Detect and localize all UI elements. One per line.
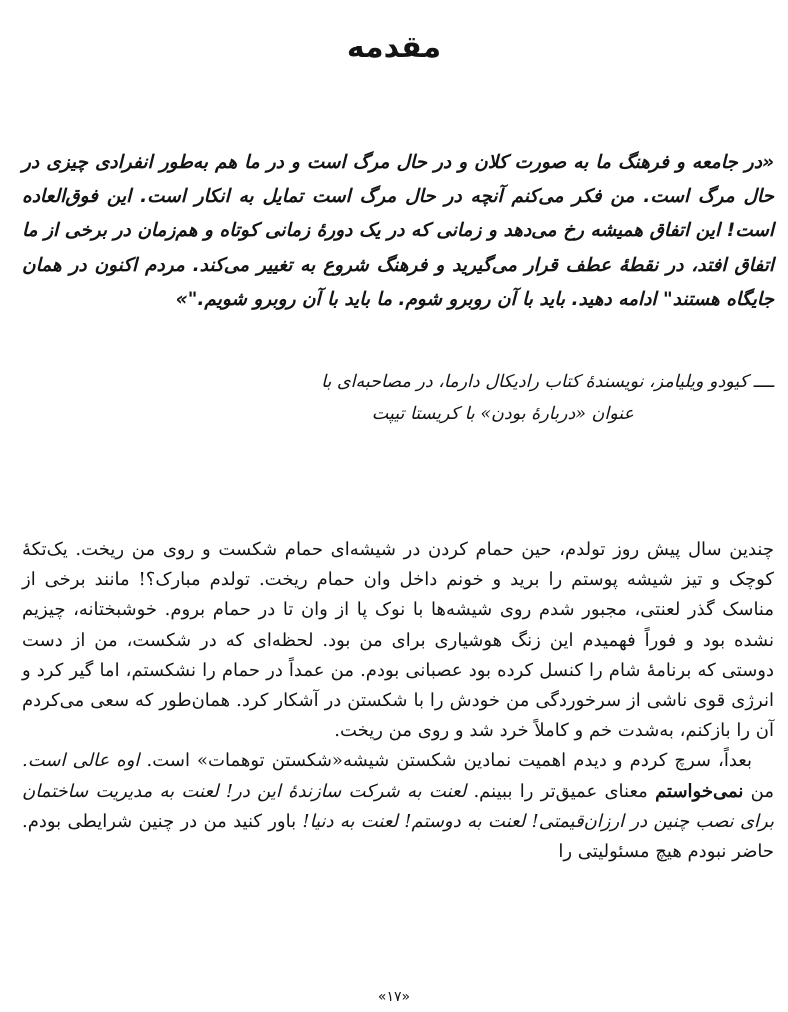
- epigraph-quote: «در جامعه و فرهنگ ما به صورت کلان و در حال مرگ است و در ما هم به‌طور انفرادی چیزی در حال مرگ است. من فکر می‌کنم آنچه در حال مرگ است تمایل به انکار است. این فوق‌العاده است! این اتفاق همیشه رخ می‌دهد و زمانی که در یک دورهٔ زمانی کوتاه و هم‌زمان در برخی از ما اتفاق افتد، در نقطهٔ عطف قرار می‌گیرید و فرهنگ شروع به تغییر می‌کند. مردم اکنون در همان جایگاه هستند" ادامه دهید. باید با آن روبرو شوم. ما باید با آن روبرو شویم."»: [22, 152, 774, 310]
- paragraph-2-text-3: باور کنید من در چنین شرایطی بودم. حاضر نبودم هیچ مسئولیتی را: [22, 810, 774, 863]
- paragraph-2-italic-1: اوه عالی است.: [22, 750, 140, 772]
- epigraph-attribution: [22, 366, 774, 430]
- attribution-line-1: ــــ کیودو ویلیامز، نویسندهٔ کتاب رادیکال دارما، در مصاحبه‌ای با: [321, 372, 774, 392]
- attribution-line-2: عنوان «دربارهٔ بودن» با کریستا تیپت: [371, 404, 634, 424]
- paragraph-2-text-1: من: [743, 780, 775, 802]
- paragraph-2-intro: بعداً، سرچ کردم و دیدم اهمیت نمادین شکستن شیشه«شکستن توهمات» است.: [146, 750, 752, 772]
- paragraph-2-bold: نمی‌خواستم: [655, 780, 744, 802]
- paragraph-1: چندین سال پیش روز تولدم، حین حمام کردن در شیشه‌ای حمام شکست و روی من ریخت. یک‌تکهٔ کوچک و تیز شیشه پوستم را برید و خونم داخل وان حمام ریخت. تولدم مبارک؟! مانند برخی از مناسک گذر لعنتی، مجبور شدم روی شیشه‌ها با نوک پا از وان تا در حمام بروم. خوشبختانه، چیزیم نشده بود و فوراً فهمیدم این زنگ هوشیاری برای من بود. لحظه‌ای که در شکست، من از دست دوستی که برنامهٔ شام را کنسل کرده بود عصبانی بودم. من عمداً در حمام را نشکستم، اما گیر کرد و انرژی قوی ناشی از سرخوردگی من خودش را با شکستن در آشکار کرد. همان‌طور که سعی می‌کردم آن را بازکنم، به‌شدت خم و کاملاً خرد شد و روی من ریخت.: [22, 539, 774, 742]
- paragraph-2-italic-2: لعنت به شرکت سازندهٔ این در! لعنت به مدیریت ساختمان برای نصب چنین در ارزان‌قیمتی! لعنت به دوستم! لعنت به دنیا!: [22, 780, 774, 832]
- body-text: [22, 535, 774, 867]
- paragraph-2-text-2: معنای عمیق‌تر را ببینم.: [466, 780, 656, 802]
- chapter-title: مقدمه: [346, 30, 442, 65]
- paragraph-2: [22, 746, 774, 867]
- page-number: «۱۷»: [377, 989, 411, 1005]
